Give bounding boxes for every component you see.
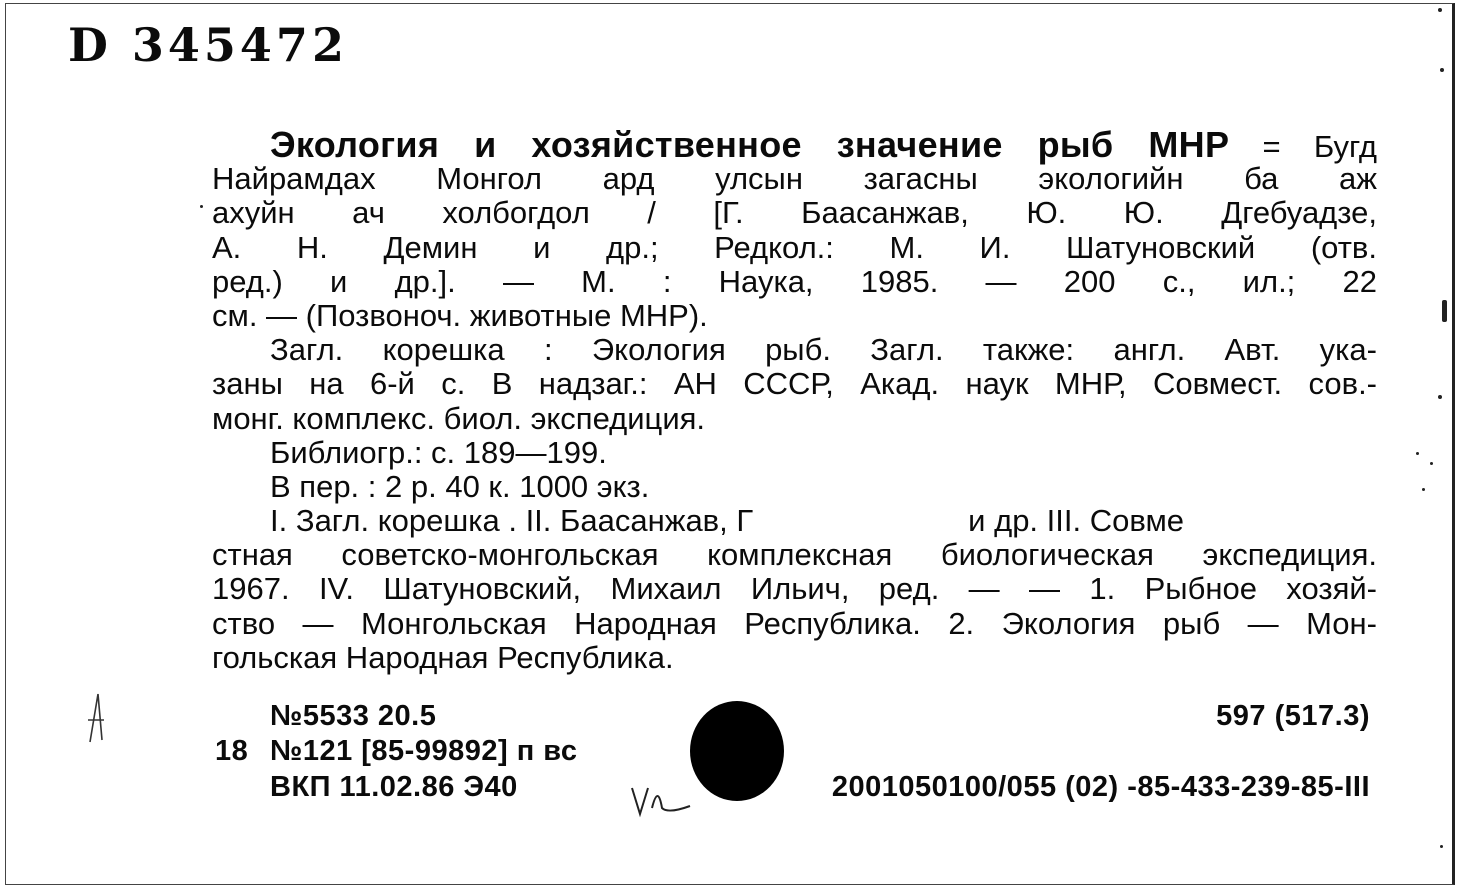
tracings-part-b: и др. III. Совме (968, 503, 1185, 539)
scan-speck (1416, 452, 1419, 455)
record-line: Найрамдах Монгол ард улсын загасны экологийн ба аж (212, 161, 1377, 197)
note-line: заны на 6-й с. В надзаг.: АН СССР, Акад. наук МНР, Совмест. сов.- (212, 366, 1377, 402)
scan-speck (1442, 300, 1447, 322)
title-line (212, 124, 1377, 165)
scan-speck (1430, 462, 1433, 465)
card-number: D 345472 (68, 18, 348, 72)
note-line: Загл. корешка : Экология рыб. Загл. также: англ. Авт. ука- (270, 332, 1377, 368)
bibliography-note: Библиогр.: с. 189—199. (270, 434, 607, 470)
record-line: А. Н. Демин и др.; Редкол.: М. И. Шатуновский (отв. (212, 229, 1377, 265)
record-line: ред.) и др.]. — М. : Наука, 1985. — 200 с., ил.; 22 (212, 263, 1377, 299)
scan-speck (1440, 845, 1443, 848)
parallel-title-start: = Бугд (1262, 129, 1377, 164)
price-note: В пер. : 2 р. 40 к. 1000 экз. (270, 468, 650, 504)
scan-speck (1440, 68, 1444, 72)
record-line: см. — (Позвоноч. животные МНР). (212, 297, 708, 333)
record-title: Экология и хозяйственное значение рыб МНР (270, 124, 1230, 165)
handwritten-mark (84, 690, 108, 750)
tracings-line: гольская Народная Республика. (212, 639, 674, 675)
bibliographic-record (212, 124, 1377, 675)
printing-code: ВКП 11.02.86 Э40 (270, 771, 518, 803)
tracings-line: ство — Монгольская Народная Республика. 2. Экология рыб — Мон- (212, 605, 1377, 641)
record-line: ахуйн ач холбогдол / [Г. Баасанжав, Ю. Ю. Дгебуадзе, (212, 195, 1377, 231)
order-number: №121 [85-99892] п вс (270, 735, 578, 767)
classification-code: 597 (517.3) (1216, 700, 1370, 732)
tracings-line (212, 504, 1377, 538)
scan-speck (200, 205, 203, 208)
catalog-code: 2001050100/055 (02) -85-433-239-85-III (831, 771, 1370, 803)
ink-blot (690, 701, 784, 801)
tracings-part-a: I. Загл. корешка . II. Баасанжав, Г (270, 503, 754, 539)
scan-speck (1422, 488, 1425, 491)
handwritten-signature (628, 778, 698, 818)
footer-prefix: 18 (215, 735, 249, 767)
scan-speck (1438, 8, 1442, 12)
scan-speck (1438, 395, 1442, 399)
tracings-line: стная советско-монгольская комплексная биологическая экспедиция. (212, 537, 1377, 573)
tracings-line: 1967. IV. Шатуновский, Михаил Ильич, ред. — — 1. Рыбное хозяй- (212, 571, 1377, 607)
registration-number: №5533 20.5 (270, 700, 437, 732)
note-line: монг. комплекс. биол. экспедиция. (212, 400, 706, 436)
